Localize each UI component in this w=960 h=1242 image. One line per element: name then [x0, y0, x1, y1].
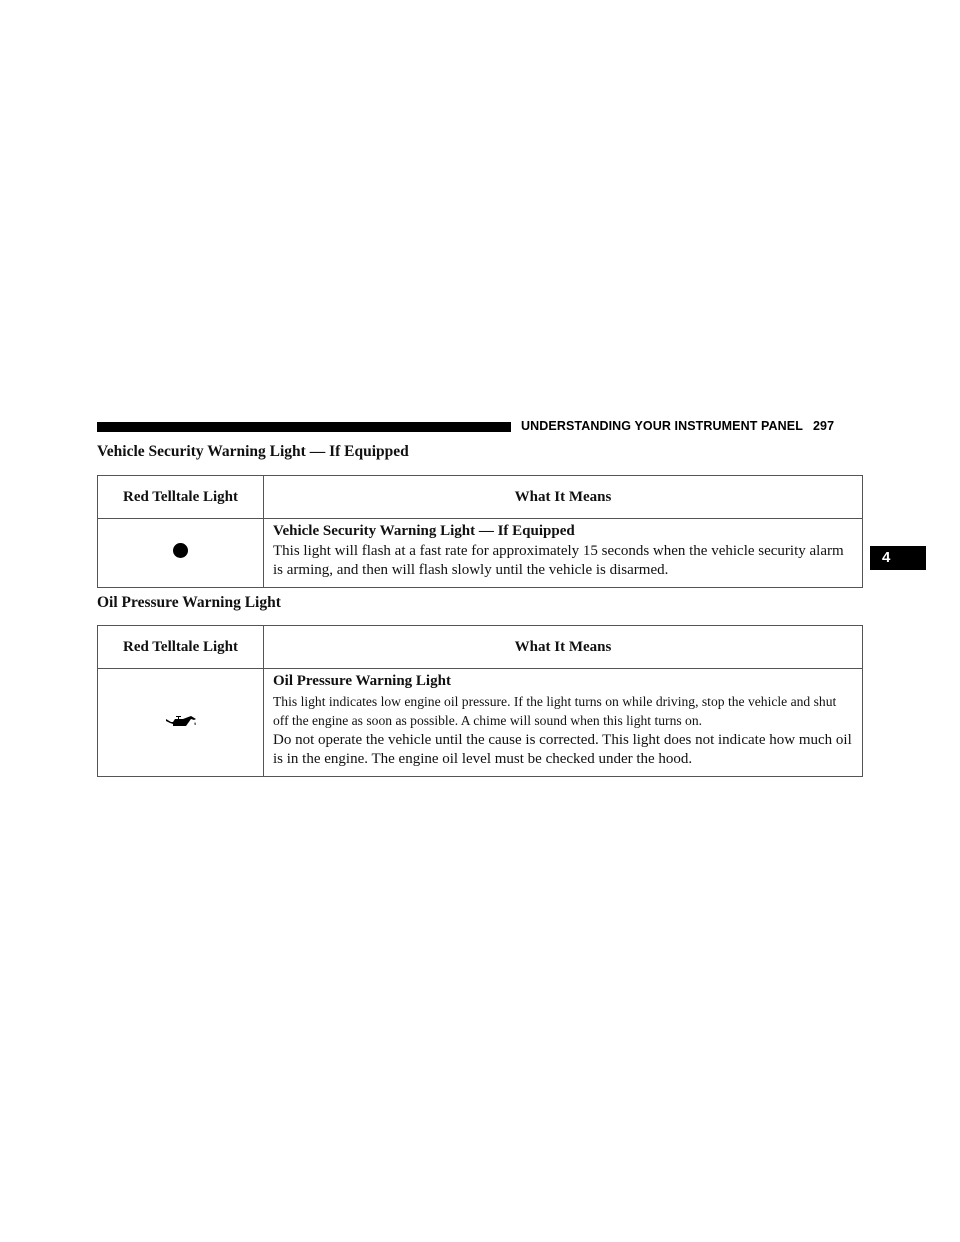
security-dot-icon [173, 543, 188, 558]
header-rule [97, 422, 511, 432]
description-cell [264, 669, 863, 777]
chapter-tab: 4 [870, 546, 926, 570]
description-text: Do not operate the vehicle until the cause is corrected. This light does not indicate how much oil is in the engine. The engine oil level must be checked under the hood. [273, 731, 852, 767]
description-title: Oil Pressure Warning Light [273, 673, 451, 689]
section-heading-vehicle-security: Vehicle Security Warning Light — If Equipped [97, 443, 409, 460]
oil-pressure-table [97, 625, 863, 777]
icon-cell [98, 519, 264, 588]
table-row [98, 669, 863, 777]
oil-can-icon [164, 714, 198, 730]
description-cell [264, 519, 863, 588]
page-number: 297 [812, 419, 835, 433]
description-text: This light will flash at a fast rate for approximately 15 seconds when the vehicle security alarm is arming, and then will flash slowly until the vehicle is disarmed. [273, 542, 844, 578]
description-text: This light indicates low engine oil pressure. If the light turns on while driving, stop the vehicle and shut off the engine as soon as possible. A chime will sound when this light turns on. [273, 693, 837, 728]
header-what-it-means: What It Means [264, 476, 863, 519]
table-header-row [98, 626, 863, 669]
vehicle-security-table [97, 475, 863, 588]
running-header [521, 419, 834, 433]
header-what-it-means: What It Means [264, 626, 863, 669]
table-header-row [98, 476, 863, 519]
header-red-telltale-light: Red Telltale Light [98, 476, 264, 519]
header-red-telltale-light: Red Telltale Light [98, 626, 264, 669]
section-heading-oil-pressure: Oil Pressure Warning Light [97, 594, 281, 611]
running-header-title: UNDERSTANDING YOUR INSTRUMENT PANEL [521, 419, 803, 433]
icon-cell [98, 669, 264, 777]
description-title: Vehicle Security Warning Light — If Equipped [273, 523, 575, 539]
table-row [98, 519, 863, 588]
